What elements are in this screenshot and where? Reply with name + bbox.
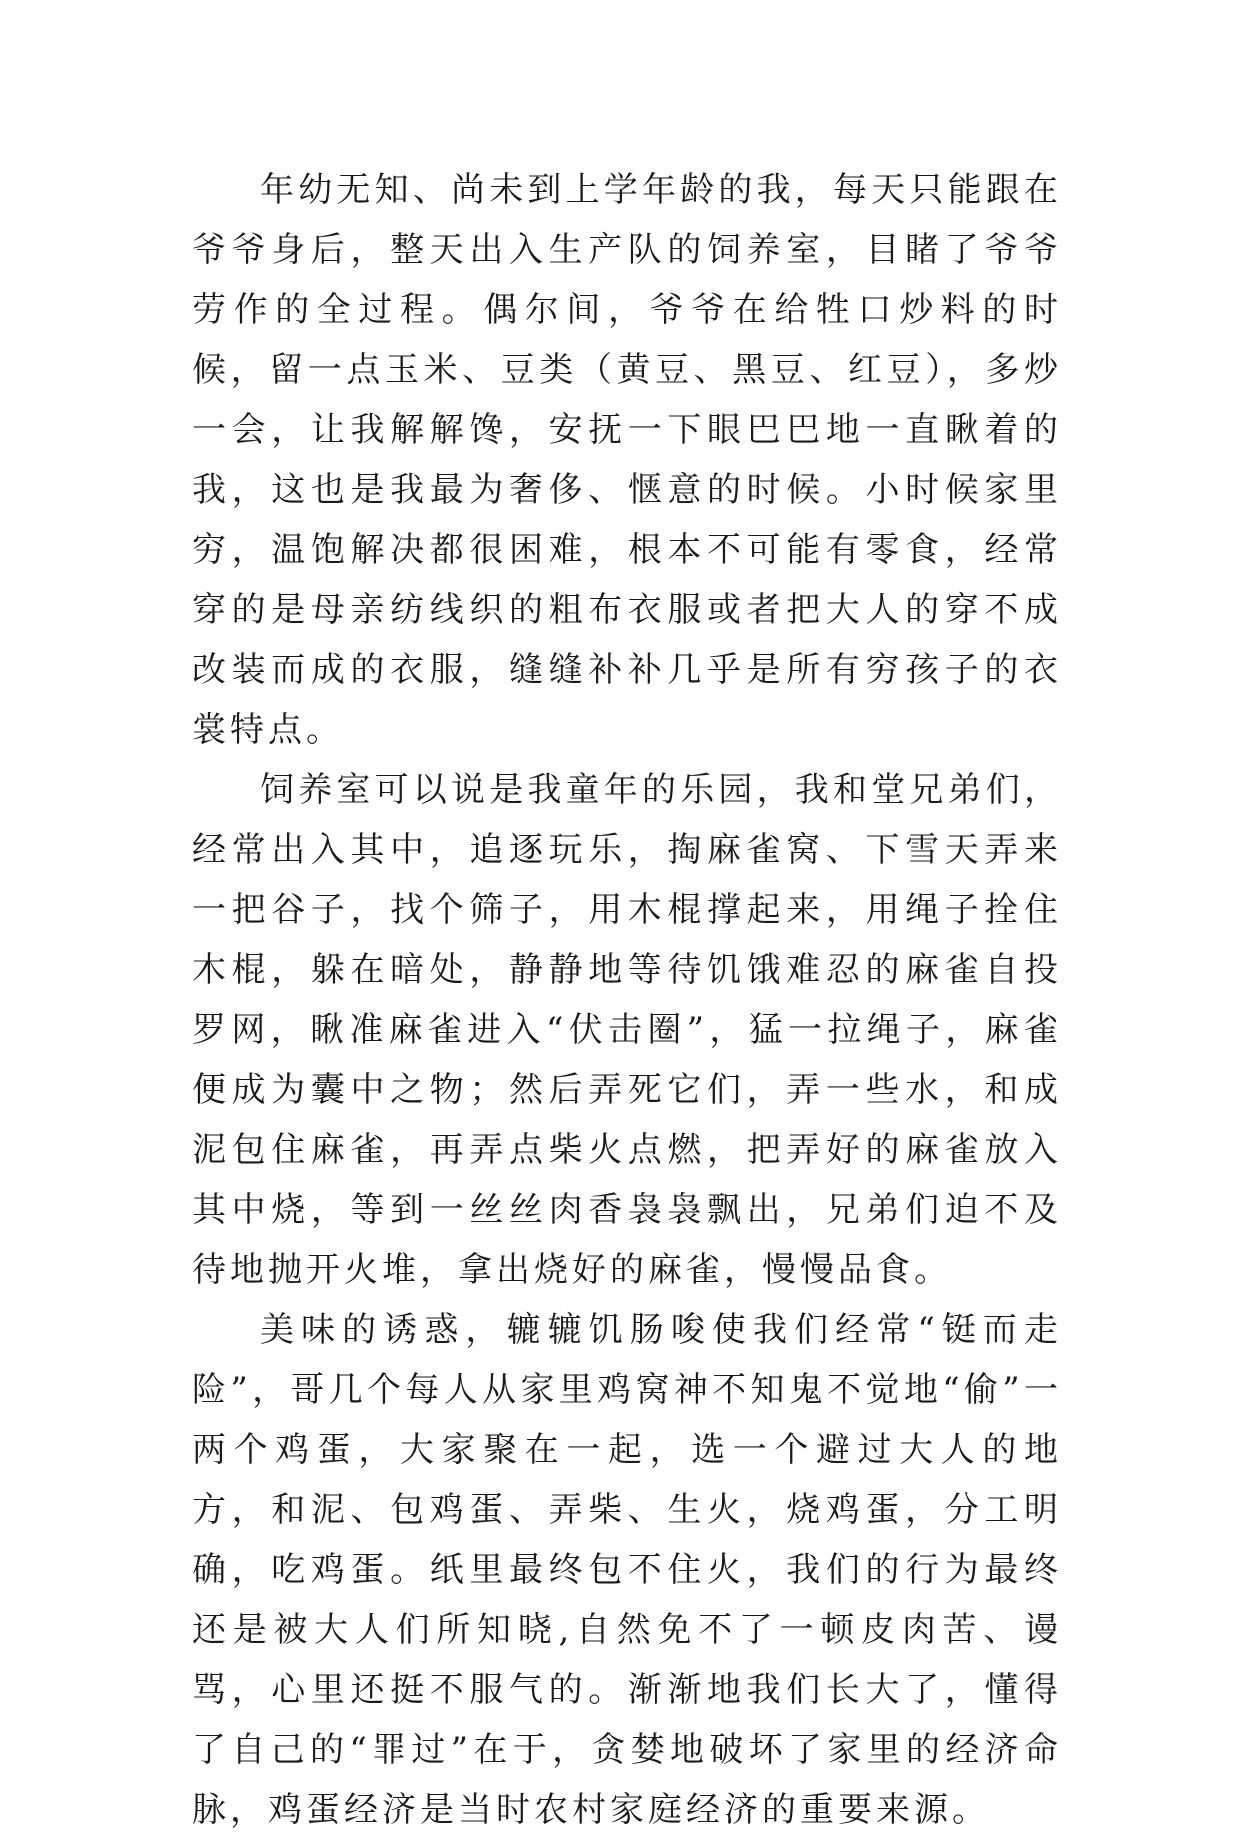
paragraph-3: 美味的诱惑，辘辘饥肠唆使我们经常“铤而走险”，哥几个每人从家里鸡窝神不知鬼不觉地“偷”一两个鸡蛋，大家聚在一起，选一个避过大人的地方，和泥、包鸡蛋、弄柴、生火，烧鸡蛋，分工明确，吃鸡蛋。纸里最终包不住火，我们的行为最终还是被大人们所知晓,自然免不了一顿皮肉苦、谩骂，心里还挺不服气的。渐渐地我们长大了，懂得了自己的“罪过”在于，贪婪地破坏了家里的经济命脉，鸡蛋经济是当时农村家庭经济的重要来源。 <box>192 1310 1062 1830</box>
paragraph-2: 饲养室可以说是我童年的乐园，我和堂兄弟们，经常出入其中，追逐玩乐，掏麻雀窝、下雪天弄来一把谷子，找个筛子，用木棍撑起来，用绳子拴住木棍，躲在暗处，静静地等待饥饿难忍的麻雀自投罗网，瞅准麻雀进入“伏击圈”，猛一拉绳子，麻雀便成为囊中之物；然后弄死它们，弄一些水，和成泥包住麻雀，再弄点柴火点燃，把弄好的麻雀放入其中烧，等到一丝丝肉香袅袅飘出，兄弟们迫不及待地抛开火堆，拿出烧好的麻雀，慢慢品食。 <box>192 770 1062 1290</box>
paragraph-1: 年幼无知、尚未到上学年龄的我，每天只能跟在爷爷身后，整天出入生产队的饲养室，目睹了爷爷劳作的全过程。偶尔间，爷爷在给牲口炒料的时候，留一点玉米、豆类（黄豆、黑豆、红豆），多炒一会，让我解解馋，安抚一下眼巴巴地一直瞅着的我，这也是我最为奢侈、惬意的时候。小时候家里穷，温饱解决都很困难，根本不可能有零食，经常穿的是母亲纺线织的粗布衣服或者把大人的穿不成改装而成的衣服，缝缝补补几乎是所有穷孩子的衣裳特点。 <box>192 170 1062 750</box>
document-body <box>192 160 1062 1840</box>
